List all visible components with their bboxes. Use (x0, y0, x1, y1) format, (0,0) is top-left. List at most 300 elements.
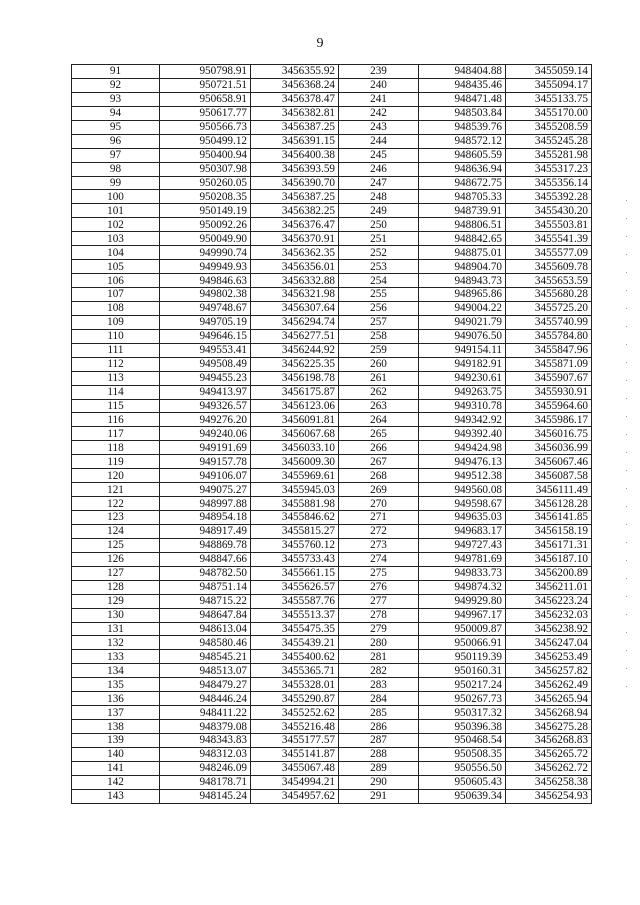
y-coordinate-cell: 3456016.75 (506, 427, 592, 441)
x-coordinate-cell: 948869.78 (160, 538, 251, 552)
y-coordinate-cell: 3456321.98 (251, 288, 339, 302)
table-row (72, 761, 592, 775)
edge-mark (626, 686, 627, 687)
y-coordinate-cell: 3456187.10 (506, 552, 592, 566)
x-coordinate-cell: 948246.09 (160, 761, 251, 775)
point-number-cell: 266 (339, 441, 419, 455)
edge-mark (626, 326, 627, 327)
y-coordinate-cell: 3455094.17 (506, 78, 592, 92)
x-coordinate-cell: 949263.75 (419, 385, 506, 399)
y-coordinate-cell: 3456225.35 (251, 357, 339, 371)
point-number-cell: 254 (339, 274, 419, 288)
point-number-cell: 283 (339, 678, 419, 692)
y-coordinate-cell: 3455847.96 (506, 343, 592, 357)
table-row (72, 566, 592, 580)
x-coordinate-cell: 949646.15 (160, 329, 251, 343)
point-number-cell: 289 (339, 761, 419, 775)
page-number: 9 (316, 36, 324, 51)
x-coordinate-cell: 949512.38 (419, 469, 506, 483)
x-coordinate-cell: 949635.03 (419, 511, 506, 525)
edge-mark (626, 380, 627, 381)
point-number-cell: 135 (72, 678, 160, 692)
table-row (72, 469, 592, 483)
x-coordinate-cell: 948503.84 (419, 106, 506, 120)
y-coordinate-cell: 3455317.23 (506, 162, 592, 176)
y-coordinate-cell: 3455059.14 (506, 65, 592, 79)
y-coordinate-cell: 3455680.28 (506, 288, 592, 302)
point-number-cell: 91 (72, 65, 160, 79)
y-coordinate-cell: 3455587.76 (251, 594, 339, 608)
table-row (72, 204, 592, 218)
x-coordinate-cell: 949949.93 (160, 260, 251, 274)
y-coordinate-cell: 3456253.49 (506, 650, 592, 664)
table-row (72, 232, 592, 246)
point-number-cell: 102 (72, 218, 160, 232)
table-row (72, 357, 592, 371)
x-coordinate-cell: 949802.38 (160, 288, 251, 302)
x-coordinate-cell: 949846.63 (160, 274, 251, 288)
point-number-cell: 96 (72, 134, 160, 148)
edge-mark (626, 218, 627, 219)
y-coordinate-cell: 3456211.01 (506, 580, 592, 594)
edge-mark (626, 542, 627, 543)
x-coordinate-cell: 949874.32 (419, 580, 506, 594)
table-row (72, 734, 592, 748)
y-coordinate-cell: 3456244.92 (251, 343, 339, 357)
y-coordinate-cell: 3456247.04 (506, 636, 592, 650)
y-coordinate-cell: 3456175.87 (251, 385, 339, 399)
y-coordinate-cell: 3456391.15 (251, 134, 339, 148)
point-number-cell: 134 (72, 664, 160, 678)
table-row (72, 148, 592, 162)
point-number-cell: 285 (339, 706, 419, 720)
y-coordinate-cell: 3455439.21 (251, 636, 339, 650)
point-number-cell: 288 (339, 747, 419, 761)
y-coordinate-cell: 3455740.99 (506, 315, 592, 329)
point-number-cell: 270 (339, 497, 419, 511)
y-coordinate-cell: 3455846.62 (251, 511, 339, 525)
x-coordinate-cell: 948613.04 (160, 622, 251, 636)
x-coordinate-cell: 949598.67 (419, 497, 506, 511)
edge-mark (626, 308, 627, 309)
table-row (72, 720, 592, 734)
x-coordinate-cell: 949748.67 (160, 301, 251, 315)
x-coordinate-cell: 950508.35 (419, 747, 506, 761)
y-coordinate-cell: 3454994.21 (251, 775, 339, 789)
point-number-cell: 105 (72, 260, 160, 274)
x-coordinate-cell: 949455.23 (160, 371, 251, 385)
table-row (72, 260, 592, 274)
y-coordinate-cell: 3455733.43 (251, 552, 339, 566)
table-row (72, 747, 592, 761)
point-number-cell: 268 (339, 469, 419, 483)
point-number-cell: 275 (339, 566, 419, 580)
y-coordinate-cell: 3456009.30 (251, 455, 339, 469)
y-coordinate-cell: 3455661.15 (251, 566, 339, 580)
point-number-cell: 133 (72, 650, 160, 664)
y-coordinate-cell: 3455577.09 (506, 246, 592, 260)
table-row (72, 636, 592, 650)
y-coordinate-cell: 3456091.81 (251, 413, 339, 427)
x-coordinate-cell: 949553.41 (160, 343, 251, 357)
point-number-cell: 239 (339, 65, 419, 79)
coordinates-table-body (72, 65, 592, 804)
x-coordinate-cell: 950499.12 (160, 134, 251, 148)
x-coordinate-cell: 948178.71 (160, 775, 251, 789)
point-number-cell: 284 (339, 692, 419, 706)
point-number-cell: 247 (339, 176, 419, 190)
point-number-cell: 252 (339, 246, 419, 260)
y-coordinate-cell: 3455930.91 (506, 385, 592, 399)
point-number-cell: 256 (339, 301, 419, 315)
y-coordinate-cell: 3456265.94 (506, 692, 592, 706)
table-row (72, 706, 592, 720)
point-number-cell: 130 (72, 608, 160, 622)
x-coordinate-cell: 949683.17 (419, 524, 506, 538)
y-coordinate-cell: 3455170.00 (506, 106, 592, 120)
edge-mark (626, 290, 627, 291)
x-coordinate-cell: 949727.43 (419, 538, 506, 552)
table-row (72, 608, 592, 622)
table-row (72, 594, 592, 608)
y-coordinate-cell: 3456390.70 (251, 176, 339, 190)
y-coordinate-cell: 3455969.61 (251, 469, 339, 483)
point-number-cell: 119 (72, 455, 160, 469)
x-coordinate-cell: 948379.08 (160, 720, 251, 734)
y-coordinate-cell: 3456238.92 (506, 622, 592, 636)
y-coordinate-cell: 3455328.01 (251, 678, 339, 692)
table-row (72, 343, 592, 357)
point-number-cell: 98 (72, 162, 160, 176)
point-number-cell: 255 (339, 288, 419, 302)
edge-mark (626, 344, 627, 345)
edge-mark (626, 596, 627, 597)
x-coordinate-cell: 950566.73 (160, 120, 251, 134)
table-row (72, 246, 592, 260)
point-number-cell: 280 (339, 636, 419, 650)
point-number-cell: 132 (72, 636, 160, 650)
table-row (72, 427, 592, 441)
table-row (72, 441, 592, 455)
table-row (72, 775, 592, 789)
point-number-cell: 137 (72, 706, 160, 720)
y-coordinate-cell: 3456332.88 (251, 274, 339, 288)
point-number-cell: 253 (339, 260, 419, 274)
point-number-cell: 112 (72, 357, 160, 371)
y-coordinate-cell: 3456265.72 (506, 747, 592, 761)
table-row (72, 399, 592, 413)
point-number-cell: 108 (72, 301, 160, 315)
x-coordinate-cell: 950317.32 (419, 706, 506, 720)
table-row (72, 650, 592, 664)
y-coordinate-cell: 3456254.93 (506, 789, 592, 803)
y-coordinate-cell: 3456158.19 (506, 524, 592, 538)
y-coordinate-cell: 3456275.28 (506, 720, 592, 734)
y-coordinate-cell: 3455067.48 (251, 761, 339, 775)
point-number-cell: 116 (72, 413, 160, 427)
table-row (72, 552, 592, 566)
y-coordinate-cell: 3456262.72 (506, 761, 592, 775)
y-coordinate-cell: 3455141.87 (251, 747, 339, 761)
y-coordinate-cell: 3455430.20 (506, 204, 592, 218)
y-coordinate-cell: 3455133.75 (506, 92, 592, 106)
point-number-cell: 122 (72, 497, 160, 511)
y-coordinate-cell: 3456393.59 (251, 162, 339, 176)
y-coordinate-cell: 3456262.49 (506, 678, 592, 692)
y-coordinate-cell: 3456387.25 (251, 190, 339, 204)
point-number-cell: 261 (339, 371, 419, 385)
x-coordinate-cell: 948842.65 (419, 232, 506, 246)
table-row (72, 218, 592, 232)
x-coordinate-cell: 948782.50 (160, 566, 251, 580)
edge-mark (626, 362, 627, 363)
y-coordinate-cell: 3455252.62 (251, 706, 339, 720)
point-number-cell: 113 (72, 371, 160, 385)
point-number-cell: 93 (72, 92, 160, 106)
table-row (72, 483, 592, 497)
table-row (72, 65, 592, 79)
y-coordinate-cell: 3456382.81 (251, 106, 339, 120)
x-coordinate-cell: 950009.87 (419, 622, 506, 636)
y-coordinate-cell: 3455290.87 (251, 692, 339, 706)
point-number-cell: 124 (72, 524, 160, 538)
x-coordinate-cell: 949106.07 (160, 469, 251, 483)
y-coordinate-cell: 3456368.24 (251, 78, 339, 92)
x-coordinate-cell: 948479.27 (160, 678, 251, 692)
x-coordinate-cell: 949191.69 (160, 441, 251, 455)
y-coordinate-cell: 3456257.82 (506, 664, 592, 678)
point-number-cell: 281 (339, 650, 419, 664)
coordinates-table (71, 64, 592, 804)
x-coordinate-cell: 948715.22 (160, 594, 251, 608)
x-coordinate-cell: 948539.76 (419, 120, 506, 134)
x-coordinate-cell: 948404.88 (419, 65, 506, 79)
y-coordinate-cell: 3455216.48 (251, 720, 339, 734)
x-coordinate-cell: 948997.88 (160, 497, 251, 511)
point-number-cell: 260 (339, 357, 419, 371)
point-number-cell: 120 (72, 469, 160, 483)
x-coordinate-cell: 949154.11 (419, 343, 506, 357)
x-coordinate-cell: 950208.35 (160, 190, 251, 204)
edge-mark (626, 434, 627, 435)
y-coordinate-cell: 3456067.46 (506, 455, 592, 469)
y-coordinate-cell: 3455475.35 (251, 622, 339, 636)
x-coordinate-cell: 948943.73 (419, 274, 506, 288)
x-coordinate-cell: 950160.31 (419, 664, 506, 678)
point-number-cell: 240 (339, 78, 419, 92)
point-number-cell: 111 (72, 343, 160, 357)
x-coordinate-cell: 949424.98 (419, 441, 506, 455)
x-coordinate-cell: 948965.86 (419, 288, 506, 302)
edge-mark (626, 524, 627, 525)
point-number-cell: 282 (339, 664, 419, 678)
edge-mark (626, 614, 627, 615)
x-coordinate-cell: 948605.59 (419, 148, 506, 162)
y-coordinate-cell: 3456200.89 (506, 566, 592, 580)
y-coordinate-cell: 3456382.25 (251, 204, 339, 218)
point-number-cell: 139 (72, 734, 160, 748)
point-number-cell: 257 (339, 315, 419, 329)
point-number-cell: 104 (72, 246, 160, 260)
y-coordinate-cell: 3456198.78 (251, 371, 339, 385)
table-row (72, 301, 592, 315)
y-coordinate-cell: 3455609.78 (506, 260, 592, 274)
x-coordinate-cell: 950617.77 (160, 106, 251, 120)
table-row (72, 176, 592, 190)
table-row (72, 162, 592, 176)
table-row (72, 315, 592, 329)
table-row (72, 413, 592, 427)
x-coordinate-cell: 948647.84 (160, 608, 251, 622)
table-row (72, 538, 592, 552)
x-coordinate-cell: 950721.51 (160, 78, 251, 92)
y-coordinate-cell: 3455392.28 (506, 190, 592, 204)
y-coordinate-cell: 3456232.03 (506, 608, 592, 622)
point-number-cell: 290 (339, 775, 419, 789)
point-number-cell: 142 (72, 775, 160, 789)
edge-mark (626, 632, 627, 633)
point-number-cell: 107 (72, 288, 160, 302)
x-coordinate-cell: 949705.19 (160, 315, 251, 329)
x-coordinate-cell: 949075.27 (160, 483, 251, 497)
point-number-cell: 123 (72, 511, 160, 525)
point-number-cell: 103 (72, 232, 160, 246)
y-coordinate-cell: 3455945.03 (251, 483, 339, 497)
edge-mark (626, 272, 627, 273)
point-number-cell: 291 (339, 789, 419, 803)
x-coordinate-cell: 950798.91 (160, 65, 251, 79)
y-coordinate-cell: 3455881.98 (251, 497, 339, 511)
x-coordinate-cell: 948806.51 (419, 218, 506, 232)
point-number-cell: 117 (72, 427, 160, 441)
table-row (72, 622, 592, 636)
point-number-cell: 286 (339, 720, 419, 734)
x-coordinate-cell: 948471.48 (419, 92, 506, 106)
table-row (72, 497, 592, 511)
x-coordinate-cell: 949182.91 (419, 357, 506, 371)
x-coordinate-cell: 948954.18 (160, 511, 251, 525)
x-coordinate-cell: 949967.17 (419, 608, 506, 622)
point-number-cell: 125 (72, 538, 160, 552)
y-coordinate-cell: 3456087.58 (506, 469, 592, 483)
x-coordinate-cell: 950400.94 (160, 148, 251, 162)
point-number-cell: 95 (72, 120, 160, 134)
point-number-cell: 143 (72, 789, 160, 803)
y-coordinate-cell: 3456141.85 (506, 511, 592, 525)
y-coordinate-cell: 3456258.38 (506, 775, 592, 789)
point-number-cell: 126 (72, 552, 160, 566)
edge-mark (626, 470, 627, 471)
point-number-cell: 106 (72, 274, 160, 288)
point-number-cell: 128 (72, 580, 160, 594)
y-coordinate-cell: 3456307.64 (251, 301, 339, 315)
point-number-cell: 118 (72, 441, 160, 455)
x-coordinate-cell: 950639.34 (419, 789, 506, 803)
x-coordinate-cell: 950267.73 (419, 692, 506, 706)
table-row (72, 580, 592, 594)
y-coordinate-cell: 3456400.38 (251, 148, 339, 162)
point-number-cell: 262 (339, 385, 419, 399)
x-coordinate-cell: 949508.49 (160, 357, 251, 371)
x-coordinate-cell: 949560.08 (419, 483, 506, 497)
point-number-cell: 141 (72, 761, 160, 775)
point-number-cell: 110 (72, 329, 160, 343)
x-coordinate-cell: 950066.91 (419, 636, 506, 650)
point-number-cell: 114 (72, 385, 160, 399)
y-coordinate-cell: 3456387.25 (251, 120, 339, 134)
x-coordinate-cell: 949021.79 (419, 315, 506, 329)
x-coordinate-cell: 950468.54 (419, 734, 506, 748)
edge-mark (626, 254, 627, 255)
point-number-cell: 279 (339, 622, 419, 636)
y-coordinate-cell: 3456128.28 (506, 497, 592, 511)
y-coordinate-cell: 3455245.28 (506, 134, 592, 148)
point-number-cell: 94 (72, 106, 160, 120)
point-number-cell: 127 (72, 566, 160, 580)
table-row (72, 120, 592, 134)
x-coordinate-cell: 950658.91 (160, 92, 251, 106)
y-coordinate-cell: 3455208.59 (506, 120, 592, 134)
x-coordinate-cell: 948672.75 (419, 176, 506, 190)
y-coordinate-cell: 3455725.20 (506, 301, 592, 315)
table-row (72, 371, 592, 385)
y-coordinate-cell: 3456355.92 (251, 65, 339, 79)
point-number-cell: 115 (72, 399, 160, 413)
edge-mark (626, 236, 627, 237)
point-number-cell: 100 (72, 190, 160, 204)
y-coordinate-cell: 3455986.17 (506, 413, 592, 427)
x-coordinate-cell: 949004.22 (419, 301, 506, 315)
point-number-cell: 131 (72, 622, 160, 636)
table-row (72, 511, 592, 525)
table-row (72, 455, 592, 469)
x-coordinate-cell: 949476.13 (419, 455, 506, 469)
table-row (72, 664, 592, 678)
edge-mark (626, 398, 627, 399)
x-coordinate-cell: 950556.50 (419, 761, 506, 775)
x-coordinate-cell: 949310.78 (419, 399, 506, 413)
y-coordinate-cell: 3456123.06 (251, 399, 339, 413)
y-coordinate-cell: 3455871.09 (506, 357, 592, 371)
y-coordinate-cell: 3455784.80 (506, 329, 592, 343)
x-coordinate-cell: 949076.50 (419, 329, 506, 343)
y-coordinate-cell: 3456370.91 (251, 232, 339, 246)
x-coordinate-cell: 948705.33 (419, 190, 506, 204)
y-coordinate-cell: 3456171.31 (506, 538, 592, 552)
y-coordinate-cell: 3456268.94 (506, 706, 592, 720)
x-coordinate-cell: 950260.05 (160, 176, 251, 190)
point-number-cell: 248 (339, 190, 419, 204)
point-number-cell: 246 (339, 162, 419, 176)
y-coordinate-cell: 3456277.51 (251, 329, 339, 343)
point-number-cell: 273 (339, 538, 419, 552)
y-coordinate-cell: 3455356.14 (506, 176, 592, 190)
point-number-cell: 258 (339, 329, 419, 343)
x-coordinate-cell: 949833.73 (419, 566, 506, 580)
point-number-cell: 136 (72, 692, 160, 706)
y-coordinate-cell: 3456111.49 (506, 483, 592, 497)
x-coordinate-cell: 948545.21 (160, 650, 251, 664)
point-number-cell: 101 (72, 204, 160, 218)
y-coordinate-cell: 3455653.59 (506, 274, 592, 288)
edge-mark (626, 200, 627, 201)
x-coordinate-cell: 950049.90 (160, 232, 251, 246)
point-number-cell: 267 (339, 455, 419, 469)
x-coordinate-cell: 950119.39 (419, 650, 506, 664)
x-coordinate-cell: 948917.49 (160, 524, 251, 538)
edge-mark (626, 650, 627, 651)
y-coordinate-cell: 3456376.47 (251, 218, 339, 232)
